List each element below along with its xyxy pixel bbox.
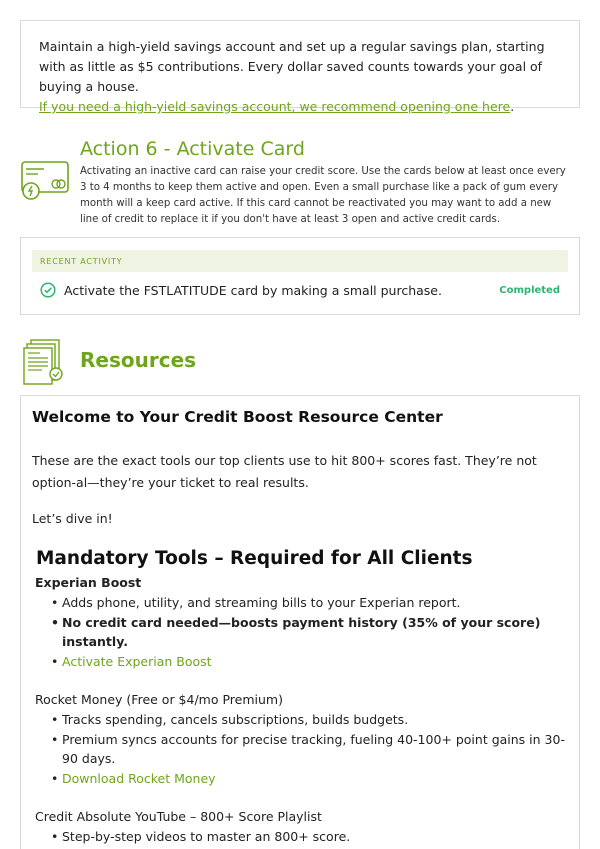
resources-title: Resources bbox=[80, 348, 197, 372]
activate-experian-boost-link[interactable]: Activate Experian Boost bbox=[62, 653, 212, 669]
recent-activity-header bbox=[32, 250, 568, 272]
tool-bullets bbox=[51, 827, 567, 847]
intro-text: These are the exact tools our top clients use to hit 800+ scores fast. They’re not option-al—they’re your ticket to real results. bbox=[32, 453, 537, 490]
tool-name: Experian Boost bbox=[35, 575, 142, 590]
list-item: • Adds phone, utility, and streaming bills to your Experian report. bbox=[51, 593, 567, 613]
recent-activity-panel bbox=[20, 237, 580, 315]
activity-item-text: Activate the FSTLATITUDE card by making a small purchase. bbox=[64, 282, 442, 298]
download-rocket-money-link[interactable]: Download Rocket Money bbox=[62, 770, 216, 786]
action-description: Activating an inactive card can raise your credit score. Use the cards below at least once every 3 to 4 months to keep them active and open. Even a small purchase like a pack of gum every month will a keep card active. If this card cannot be reactivated you may want to add a new line of credit to replace it if you don't have at least 3 open and active credit cards. bbox=[80, 166, 566, 225]
recent-activity-label: RECENT ACTIVITY bbox=[40, 256, 123, 266]
savings-tip-box bbox=[20, 20, 580, 114]
list-item: • Step-by-step videos to master an 800+ score. bbox=[51, 827, 567, 847]
action-title: Action 6 - Activate Card bbox=[80, 138, 305, 160]
savings-account-link[interactable]: If you need a high-yield savings account, we recommend opening one here bbox=[39, 99, 511, 114]
check-circle-icon bbox=[40, 282, 56, 298]
savings-link-suffix: . bbox=[510, 99, 515, 114]
list-item bbox=[51, 769, 567, 789]
list-item: • No credit card needed—boosts payment history (35% of your score) instantly. bbox=[51, 613, 567, 652]
mandatory-tools-heading: Mandatory Tools – Required for All Clients bbox=[36, 548, 473, 569]
credit-card-icon bbox=[20, 160, 72, 202]
status-badge: Completed bbox=[499, 284, 560, 296]
list-item bbox=[51, 652, 567, 672]
resource-center-heading: Welcome to Your Credit Boost Resource Center bbox=[32, 408, 443, 426]
savings-text: Maintain a high-yield savings account and set up a regular savings plan, starting with as little as $5 contributions. Every dollar saved counts towards your goal of buying a house. bbox=[39, 39, 545, 94]
tool-name: Credit Absolute YouTube – 800+ Score Playlist bbox=[35, 809, 322, 824]
list-item: • Tracks spending, cancels subscriptions, builds budgets. bbox=[51, 710, 567, 730]
tool-bullets bbox=[51, 710, 567, 788]
tool-bullets bbox=[51, 593, 567, 671]
list-item: • Premium syncs accounts for precise tracking, fueling 40-100+ point gains in 30-90 days. bbox=[51, 730, 567, 769]
activity-item bbox=[32, 274, 568, 306]
dive-in-text: Let’s dive in! bbox=[32, 511, 113, 526]
document-icon bbox=[22, 338, 66, 386]
tool-name: Rocket Money (Free or $4/mo Premium) bbox=[35, 692, 283, 707]
resource-center-box bbox=[20, 395, 580, 849]
